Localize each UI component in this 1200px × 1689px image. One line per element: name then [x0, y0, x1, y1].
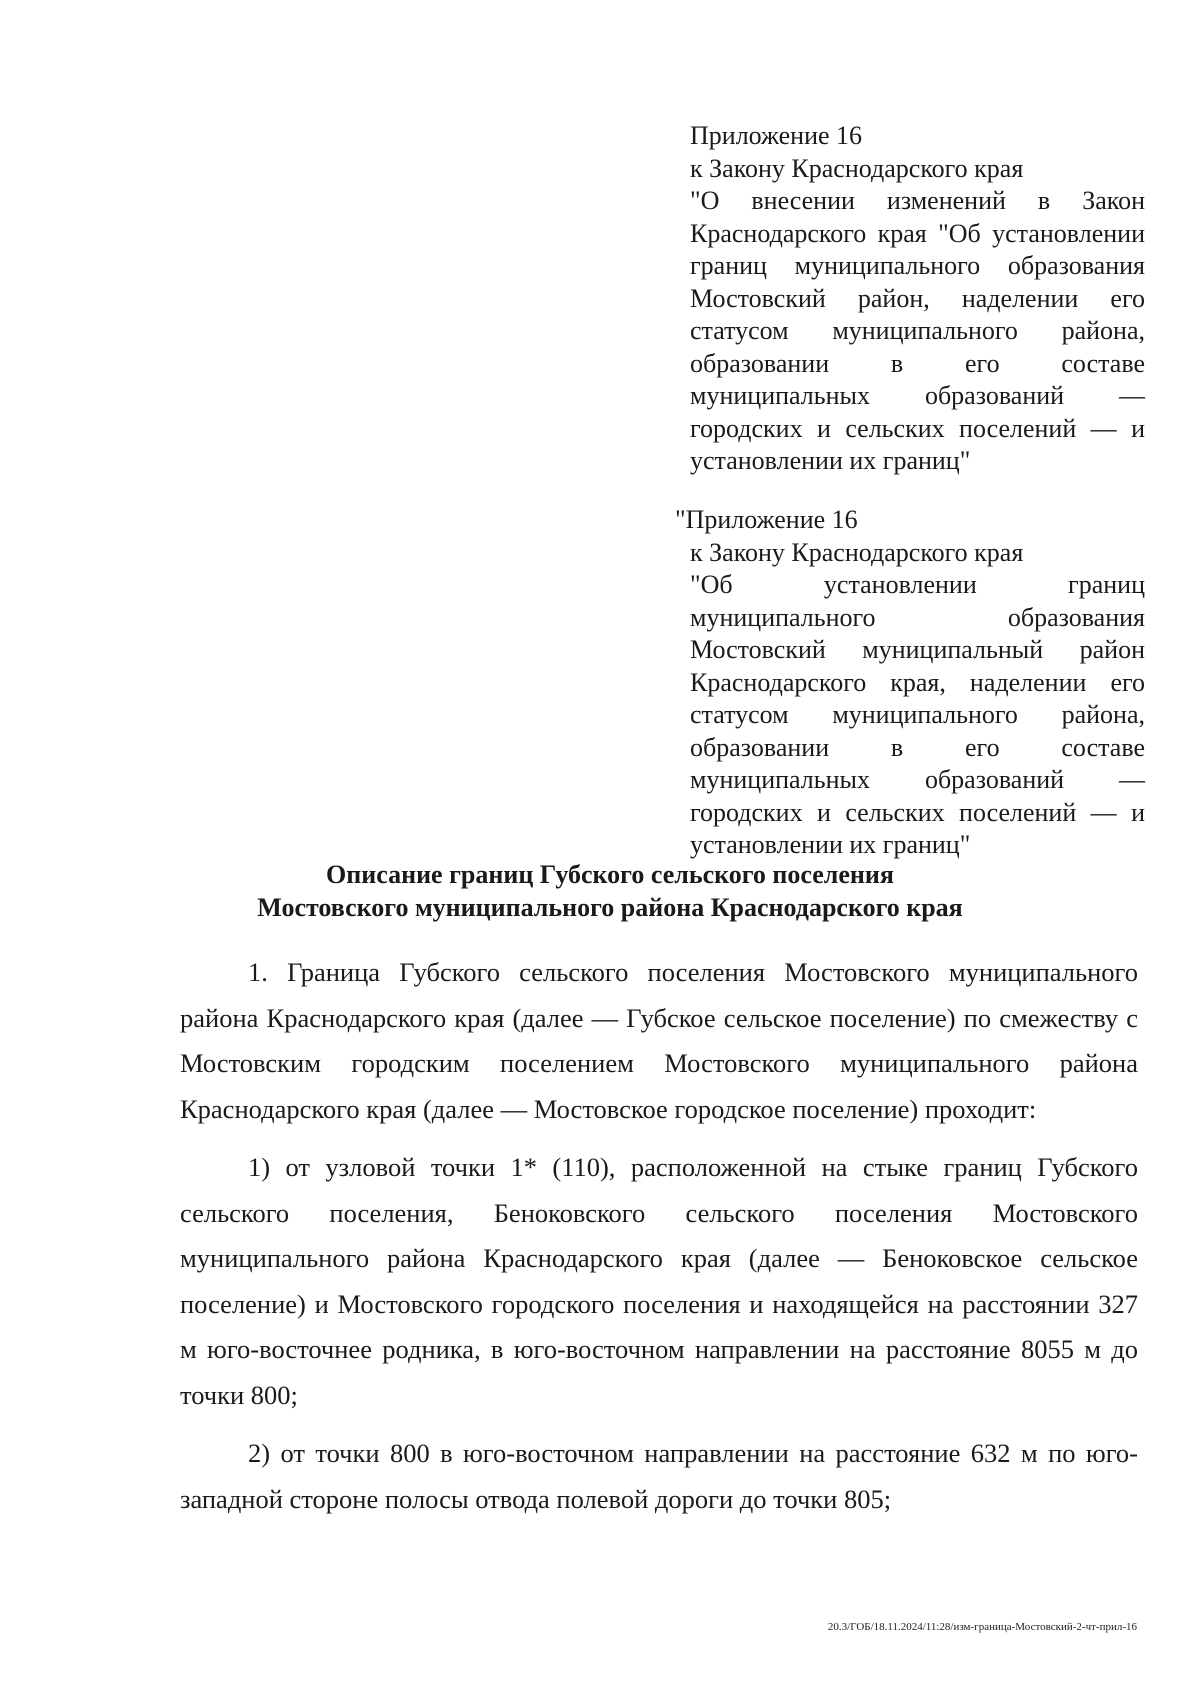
appendix-law-reference: к Закону Краснодарского края	[690, 537, 1024, 567]
document-heading	[180, 858, 1040, 924]
body-paragraph: 1. Граница Губского сельского поселения Мостовского муниципального района Краснодарского края (далее — Губское сельское поселение) по смежеству с Мостовским городским поселением Мостовского муниципального района Краснодарского края (далее — Мостовское городское поселение) проходит:	[180, 957, 1138, 1124]
heading-line: Мостовского муниципального района Краснодарского края	[257, 893, 963, 922]
document-footer-code: 20.3/ГОБ/18.11.2024/11:28/изм-граница-Мостовский-2-чт-прил-16	[827, 1621, 1137, 1633]
appendix-law-name: "О внесении изменений в Закон Краснодарского края "Об установлении границ муниципального образования Мостовский район, наделении его статусом муниципального района, образовании в его составе муниципальных образований — городских и сельских поселений — и установлении их границ"	[690, 186, 1145, 475]
appendix-amendment-header	[690, 120, 1145, 478]
body-paragraph: 1) от узловой точки 1* (110), расположенной на стыке границ Губского сельского поселения, Беноковского сельского поселения Мостовского муниципального района Краснодарского края (далее — Беноковское сельское поселение) и Мостовского городского поселения и находящейся на расстоянии 327 м юго-восточнее родника, в юго-восточном направлении на расстояние 8055 м до точки 800;	[180, 1152, 1138, 1410]
appendix-law-reference: к Закону Краснодарского края	[690, 153, 1024, 183]
body-paragraph: 2) от точки 800 в юго-восточном направлении на расстояние 632 м по юго-западной стороне полосы отвода полевой дороги до точки 805;	[180, 1438, 1138, 1514]
document-body	[180, 950, 1138, 1535]
appendix-original-header	[675, 504, 1145, 862]
appendix-title: "Приложение 16	[675, 505, 858, 534]
appendix-title: Приложение 16	[690, 121, 863, 150]
appendix-law-name: "Об установлении границ муниципального образования Мостовский муниципальный район Краснодарского края, наделении его статусом муниципального района, образовании в его составе муниципальных образований — городских и сельских поселений — и установлении их границ"	[690, 570, 1145, 859]
heading-line: Описание границ Губского сельского поселения	[326, 860, 894, 889]
